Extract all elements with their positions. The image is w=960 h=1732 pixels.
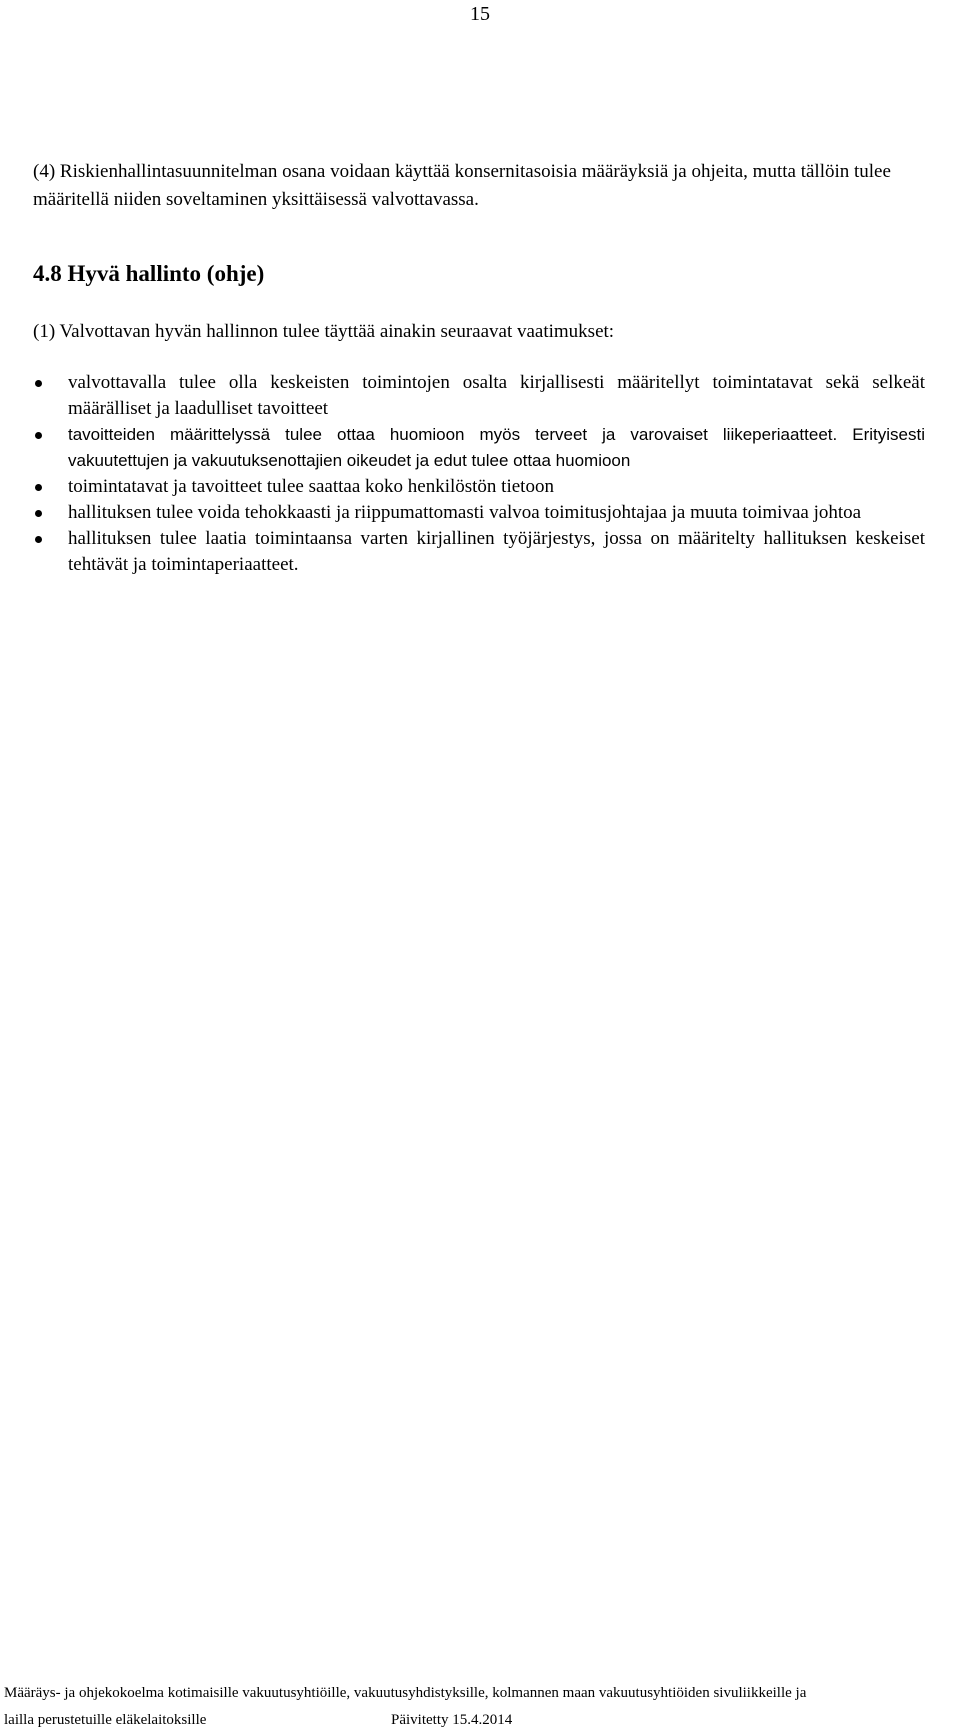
list-item-text: hallituksen tulee laatia toimintaansa varten kirjallinen työjärjestys, jossa on määritelty hallituksen keskeiset tehtävät ja toimintaperiaatteet.: [68, 528, 925, 575]
bullet-icon: [35, 536, 42, 543]
bullet-icon: [35, 432, 42, 439]
footer-line-1: Määräys- ja ohjekokoelma kotimaisille vakuutusyhtiöille, vakuutusyhdistyksille, kolmannen maan vakuutusyhtiöiden sivuliikkeille ja: [4, 1685, 807, 1701]
list-item: [33, 370, 925, 422]
section-lead: (1) Valvottavan hyvän hallinnon tulee täyttää ainakin seuraavat vaatimukset:: [33, 321, 615, 342]
page-number: 15: [470, 3, 490, 25]
bullet-icon: [35, 380, 42, 387]
list-item: [33, 526, 925, 578]
list-item-text: tavoitteiden määrittelyssä tulee ottaa huomioon myös terveet ja varovaiset liikeperiaatteet. Erityisesti vakuutettujen ja vakuutuksenottajien oikeudet ja edut tulee ottaa huomioon: [68, 425, 925, 470]
footer-updated-date: Päivitetty 15.4.2014: [391, 1712, 513, 1728]
list-item-text: hallituksen tulee voida tehokkaasti ja riippumattomasti valvoa toimitusjohtajaa ja muuta toimivaa johtoa: [68, 502, 862, 523]
list-item-text: valvottavalla tulee olla keskeisten toimintojen osalta kirjallisesti määritellyt toimintatavat sekä selkeät määrälliset ja laadulliset tavoitteet: [68, 372, 925, 419]
list-item: [33, 474, 925, 500]
bullet-icon: [35, 510, 42, 517]
footer-collection-text: lailla perustetuille eläkelaitoksille: [4, 1712, 207, 1728]
list-item: [33, 500, 925, 526]
intro-paragraph: (4) Riskienhallintasuunnitelman osana voidaan käyttää konsernitasoisia määräyksiä ja ohjeita, mutta tällöin tulee määritellä niiden soveltaminen yksittäisessä valvottavassa.: [33, 161, 891, 210]
footer-line-2: [4, 1710, 956, 1730]
section-heading: 4.8 Hyvä hallinto (ohje): [33, 261, 265, 286]
list-item-text: toimintatavat ja tavoitteet tulee saattaa koko henkilöstön tietoon: [68, 476, 554, 497]
requirements-list: [33, 370, 925, 578]
list-item: [33, 422, 925, 474]
bullet-icon: [35, 484, 42, 491]
